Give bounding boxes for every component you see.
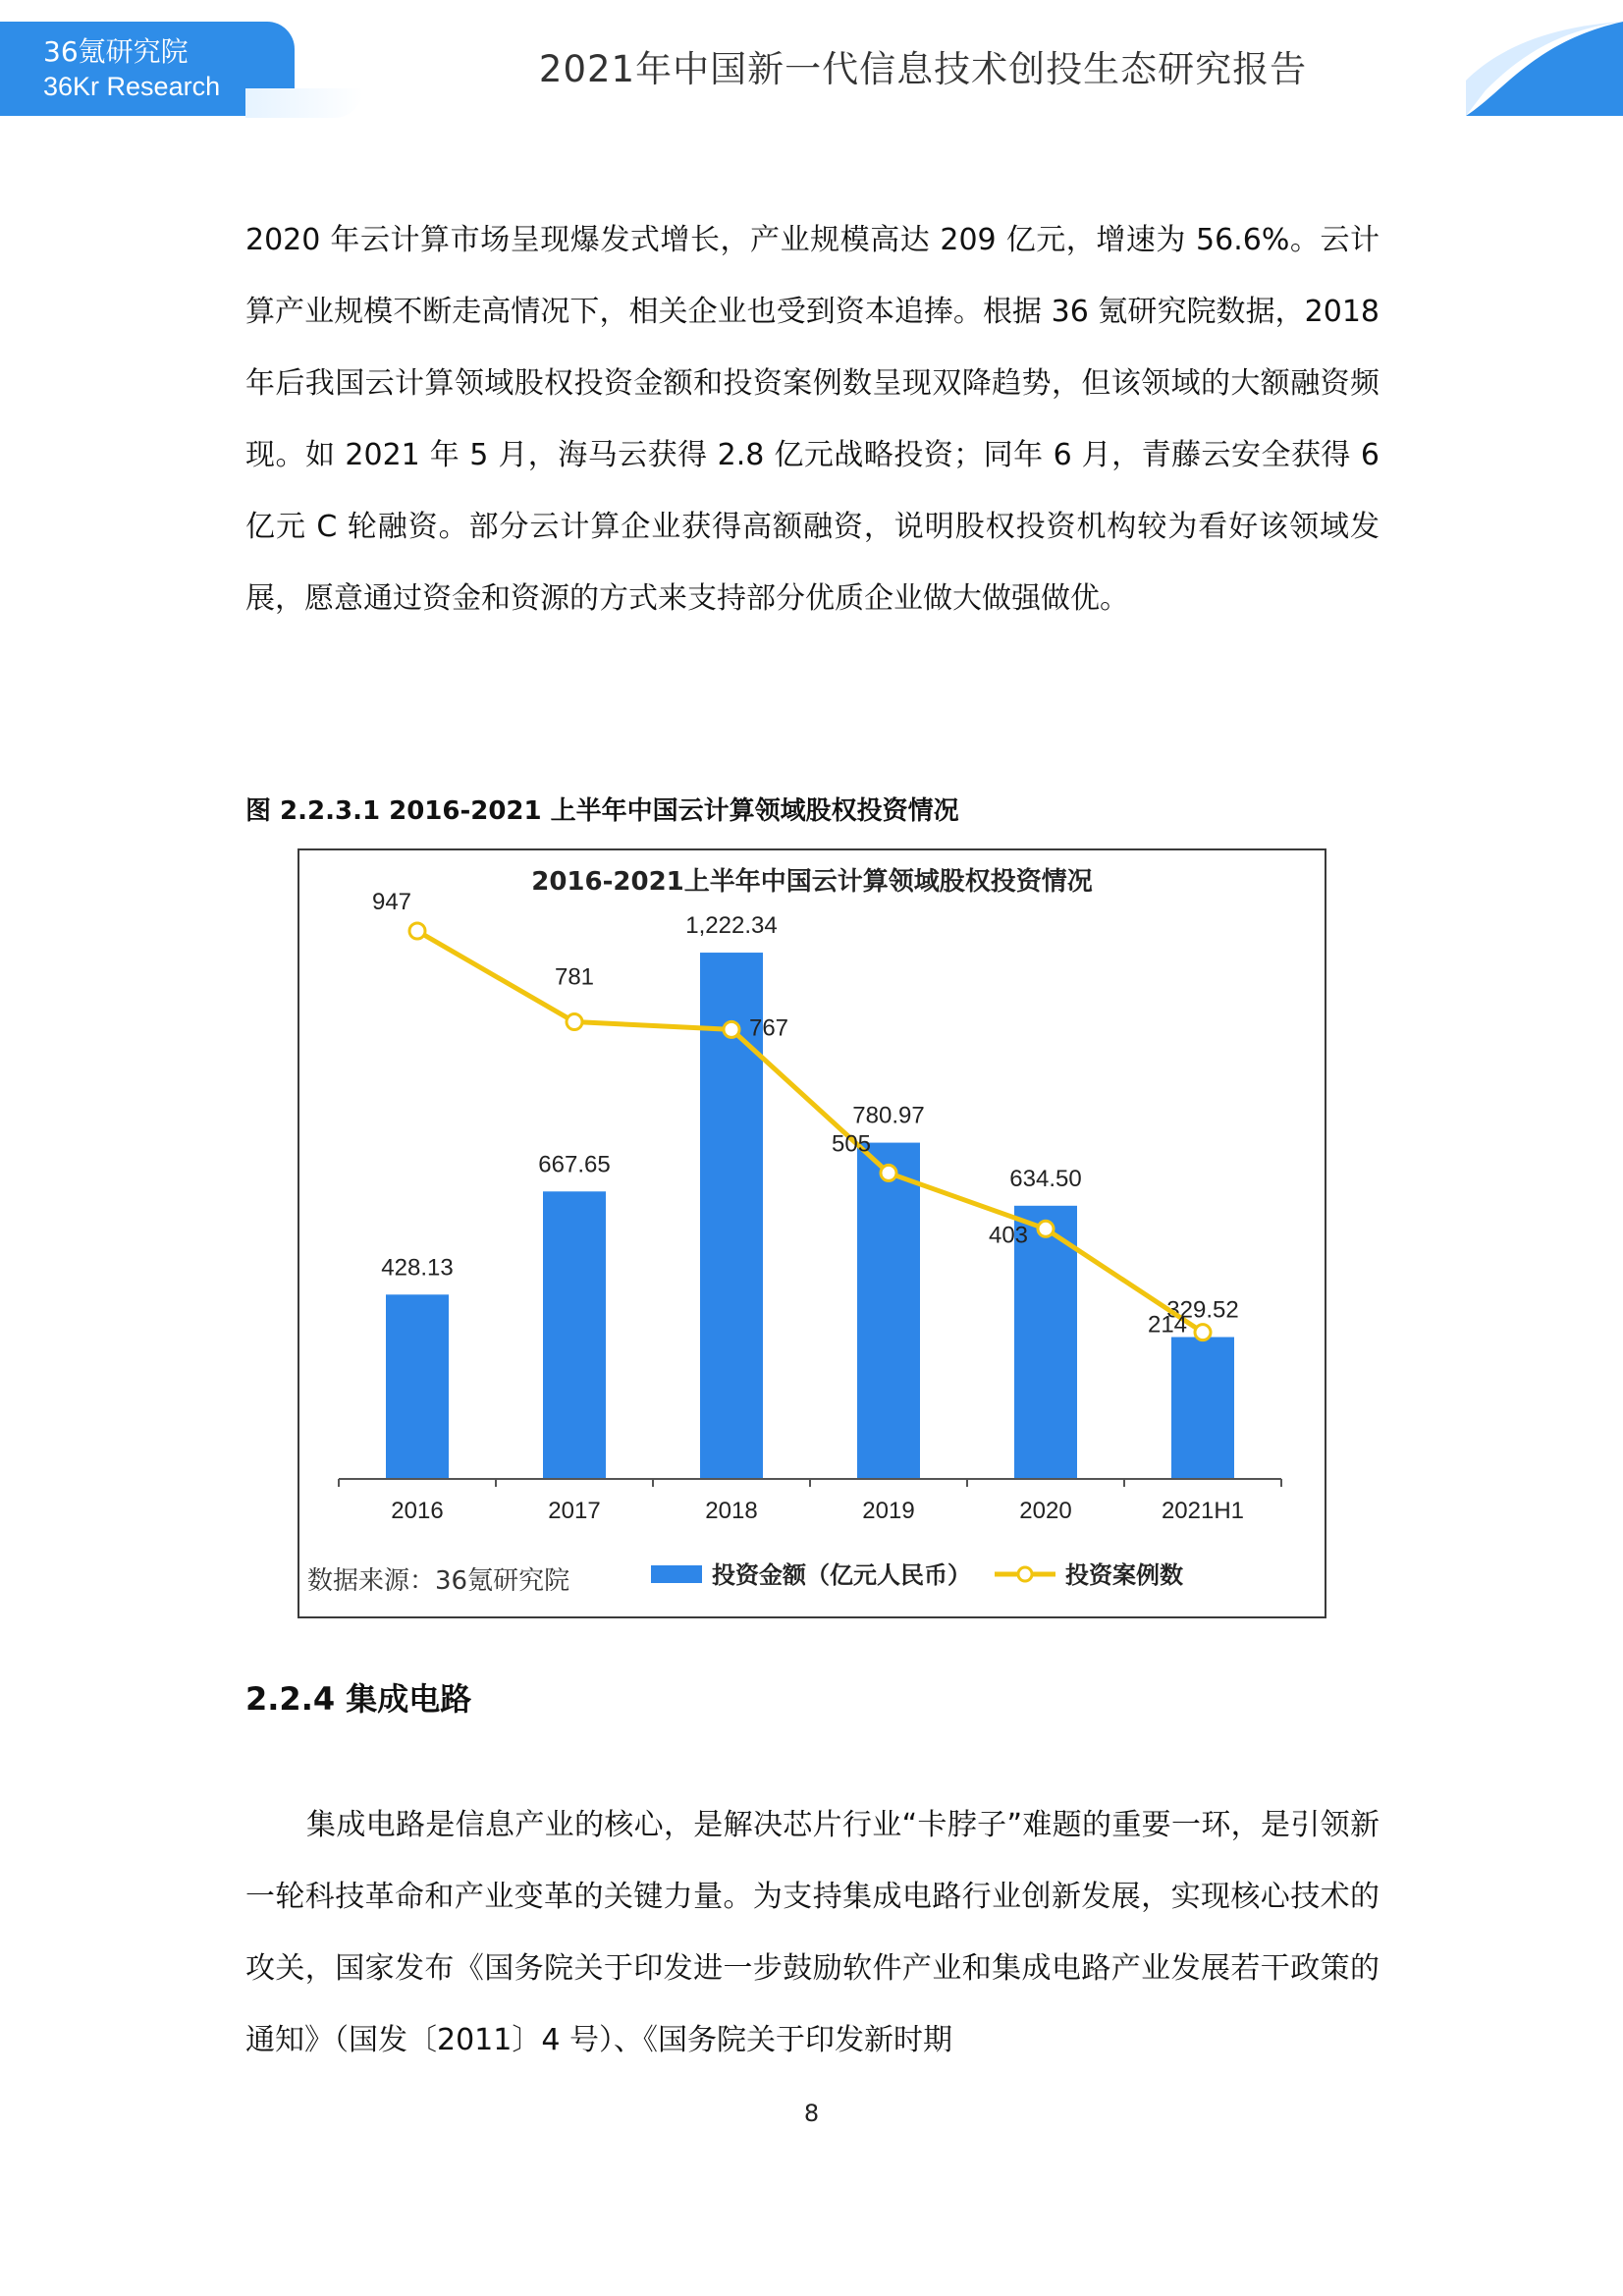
section-heading: 2.2.4 集成电路 <box>245 1680 472 1718</box>
bar-value-label: 634.50 <box>1009 1165 1082 1192</box>
line-value-label: 781 <box>554 963 595 991</box>
logo-cn-text: 36氪研究院 <box>43 35 189 68</box>
paragraph-integrated-circuit: 集成电路是信息产业的核心，是解决芯片行业“卡脖子”难题的重要一环，是引领新一轮科技革命和产业变革的关键力量。为支持集成电路行业创新发展，实现核心技术的攻关，国家发布《国务院关于印发进一步鼓励软件产业和集成电路产业发展若干政策的通知》（国发〔2011〕4 号）、《国务院关于印发新时期 <box>245 1808 1380 2057</box>
x-tick-label: 2018 <box>705 1498 758 1524</box>
line-value-label: 214 <box>1147 1311 1188 1339</box>
line-point <box>409 923 425 939</box>
line-point <box>1038 1221 1054 1236</box>
investment-chart <box>299 850 1325 1616</box>
chart-frame <box>298 848 1326 1618</box>
x-tick-label: 2020 <box>1019 1498 1072 1524</box>
line-point <box>881 1165 896 1180</box>
line-value-label: 403 <box>988 1222 1029 1249</box>
header-decoration <box>245 88 363 118</box>
x-tick-label: 2021H1 <box>1161 1498 1245 1524</box>
figure-title: 图 2.2.3.1 2016-2021 上半年中国云计算领域股权投资情况 <box>245 796 959 826</box>
report-title: 2021年中国新一代信息技术创投生态研究报告 <box>538 48 1308 90</box>
chart-title: 2016-2021上半年中国云计算领域股权投资情况 <box>531 867 1093 897</box>
bar-value-label: 667.65 <box>538 1151 611 1178</box>
line-point <box>724 1021 739 1037</box>
bar-value-label: 329.52 <box>1166 1296 1239 1324</box>
legend-bar-label: 投资金额（亿元人民币） <box>712 1561 971 1589</box>
bar <box>1171 1338 1234 1479</box>
logo-en-text: 36Kr Research <box>43 72 221 101</box>
bar-value-label: 780.97 <box>852 1102 925 1129</box>
x-tick-label: 2019 <box>862 1498 915 1524</box>
line-value-label: 505 <box>831 1130 872 1158</box>
line-series <box>417 931 1203 1333</box>
line-value-label: 947 <box>371 889 412 915</box>
x-tick-label: 2017 <box>548 1498 601 1524</box>
legend-line-marker <box>1018 1567 1032 1581</box>
line-point <box>1195 1325 1211 1340</box>
bar <box>386 1294 449 1479</box>
bar <box>543 1191 606 1479</box>
bar <box>857 1143 920 1479</box>
legend-bar-swatch <box>651 1565 702 1583</box>
line-point <box>567 1014 582 1030</box>
legend-line-label: 投资案例数 <box>1065 1561 1183 1589</box>
paragraph-cloud-computing: 2020 年云计算市场呈现爆发式增长，产业规模高达 209 亿元，增速为 56.6%。云计算产业规模不断走高情况下，相关企业也受到资本追捧。根据 36 氪研究院数据，2018 年后我国云计算领域股权投资金额和投资案例数呈现双降趋势，但该领域的大额融资频现。如 2021 年 5 月，海马云获得 2.8 亿元战略投资；同年 6 月，青藤云安全获得 6 亿元 C 轮融资。部分云计算企业获得高额融资，说明股权投资机构较为看好该领域发展，愿意通过资金和资源的方式来支持部分优质企业做大做强做优。 <box>245 223 1380 616</box>
page-number: 8 <box>803 2100 820 2127</box>
corner-decoration <box>1466 22 1623 116</box>
chart-source: 数据来源：36氪研究院 <box>307 1566 570 1596</box>
bar-value-label: 1,222.34 <box>685 912 778 940</box>
line-value-label: 767 <box>748 1014 789 1042</box>
x-tick-label: 2016 <box>391 1498 444 1524</box>
bar-value-label: 428.13 <box>381 1254 454 1282</box>
